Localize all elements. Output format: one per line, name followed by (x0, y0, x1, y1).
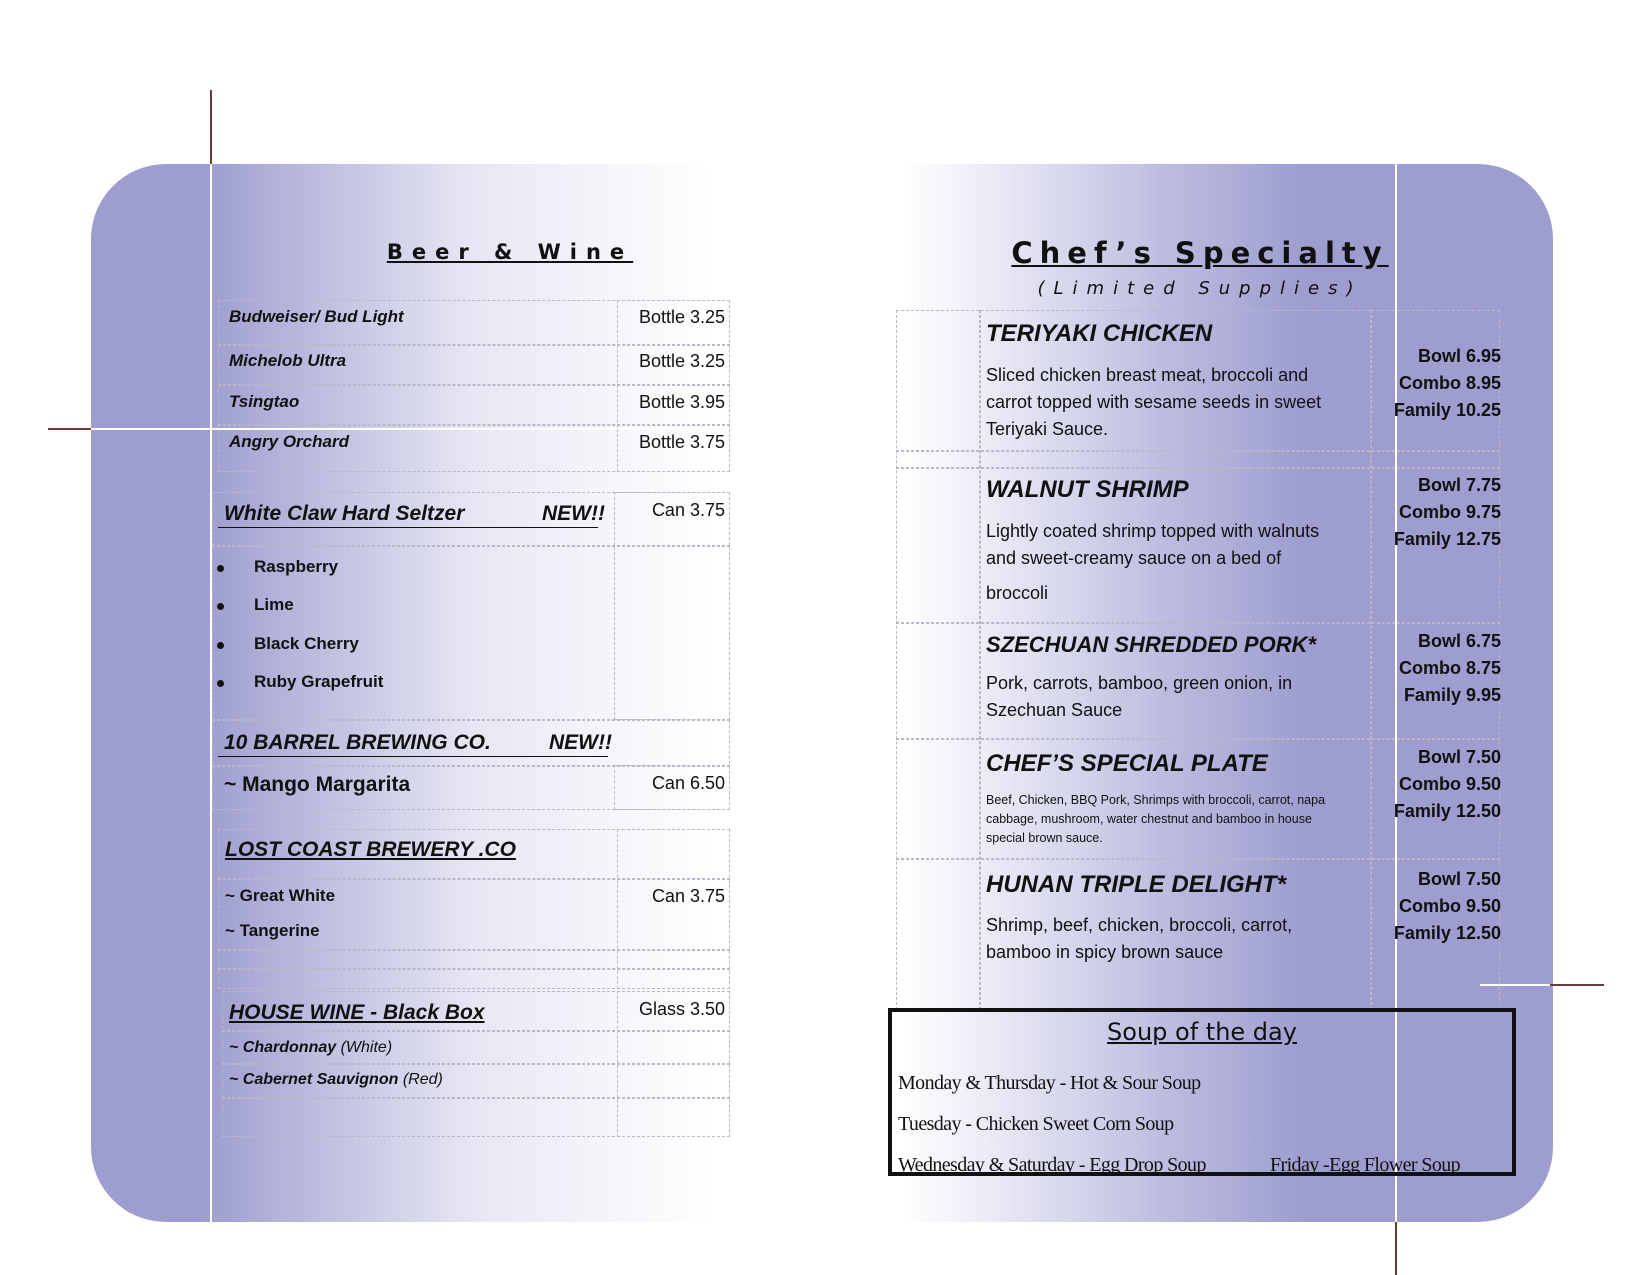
flavor-item: Raspberry (254, 557, 339, 576)
list-item: Michelob Ultra (229, 351, 347, 370)
price: Can 3.75 (651, 886, 725, 906)
dish-prices: Bowl 7.50 Combo 9.50 Family 12.50 (1393, 747, 1501, 821)
lost-coast-title: LOST COAST BREWERY .CO (225, 838, 516, 861)
ten-barrel-underline (218, 756, 608, 757)
list-item: Budweiser/ Bud Light (229, 307, 404, 326)
new-badge: NEW!! (549, 731, 612, 754)
price: Bottle 3.95 (638, 392, 725, 412)
white-claw-underline (218, 527, 598, 528)
dish-name: HUNAN TRIPLE DELIGHT* (986, 871, 1286, 898)
dish-prices: Bowl 6.75 Combo 8.75 Family 9.95 (1398, 631, 1501, 705)
soup-title: Soup of the day (1107, 1018, 1297, 1046)
dish-description: Shrimp, beef, chicken, broccoli, carrot, bamboo in spicy brown sauce (986, 915, 1293, 962)
bullet-icon (217, 680, 224, 687)
price: Bottle 3.25 (638, 307, 725, 327)
dish-description: Sliced chicken breast meat, broccoli and carrot topped with sesame seeds in sweet Teriyaki Sauce. (986, 365, 1322, 439)
lost-coast-item: ~ Great White (225, 886, 336, 905)
dish-description: Lightly coated shrimp topped with walnuts and sweet-creamy sauce on a bed of (986, 521, 1320, 568)
soup-line: Friday -Egg Flower Soup (1270, 1154, 1461, 1176)
price: Can 6.50 (651, 773, 725, 793)
dish-name: TERIYAKI CHICKEN (986, 320, 1213, 347)
flavor-item: Lime (254, 595, 294, 614)
soup-of-the-day-box (888, 1008, 1516, 1176)
price: Can 3.75 (651, 500, 725, 520)
chefs-specialty-title: Chef’s Specialty (1011, 236, 1389, 270)
wine-item: ~ Cabernet Sauvignon (Red) (229, 1071, 443, 1088)
soup-line: Monday & Thursday - Hot & Sour Soup (898, 1072, 1201, 1094)
house-wine-title: HOUSE WINE - Black Box (229, 1001, 485, 1024)
lost-coast-item: ~ Tangerine (225, 921, 320, 940)
new-badge: NEW!! (542, 502, 605, 525)
price: Bottle 3.25 (638, 351, 725, 371)
bullet-icon (217, 603, 224, 610)
mango-margarita: ~ Mango Margarita (224, 773, 411, 796)
dish-name: WALNUT SHRIMP (986, 476, 1189, 503)
soup-line: Tuesday - Chicken Sweet Corn Soup (898, 1113, 1174, 1135)
list-item: Tsingtao (229, 392, 300, 411)
soup-line: Wednesday & Saturday - Egg Drop Soup (898, 1154, 1206, 1176)
dish-name: CHEF’S SPECIAL PLATE (986, 750, 1268, 777)
bullet-icon (217, 565, 224, 572)
price: Bottle 3.75 (638, 432, 725, 452)
dish-name: SZECHUAN SHREDDED PORK* (986, 632, 1317, 657)
dish-prices: Bowl 7.50 Combo 9.50 Family 12.50 (1393, 869, 1501, 943)
beer-wine-title: Beer & Wine (386, 240, 634, 264)
bullet-icon (217, 642, 224, 649)
flavor-item: Ruby Grapefruit (254, 672, 384, 691)
ten-barrel-title: 10 BARREL BREWING CO. (224, 731, 491, 754)
price: Glass 3.50 (638, 999, 725, 1019)
crop-mark-top-left (210, 90, 212, 164)
dish-description-continued: broccoli (986, 583, 1049, 603)
crop-mark-right (1550, 984, 1604, 986)
white-claw-title: White Claw Hard Seltzer (224, 502, 465, 525)
chefs-specialty-subtitle: (Limited Supplies) (1037, 278, 1363, 299)
crop-mark-left (48, 428, 91, 430)
flavor-item: Black Cherry (254, 634, 359, 653)
dish-prices: Bowl 7.75 Combo 9.75 Family 12.75 (1393, 475, 1501, 549)
dish-description: Pork, carrots, bamboo, green onion, in Szechuan Sauce (986, 673, 1293, 720)
dish-prices: Bowl 6.95 Combo 8.95 Family 10.25 (1393, 346, 1501, 420)
dish-description: Beef, Chicken, BBQ Pork, Shrimps with broccoli, carrot, napa cabbage, mushroom, water chestnut and bamboo in house special brown sauce. (986, 793, 1326, 845)
list-item: Angry Orchard (229, 432, 349, 451)
crop-mark-bottom-right (1395, 1222, 1397, 1275)
wine-item: ~ Chardonnay (White) (229, 1039, 393, 1056)
